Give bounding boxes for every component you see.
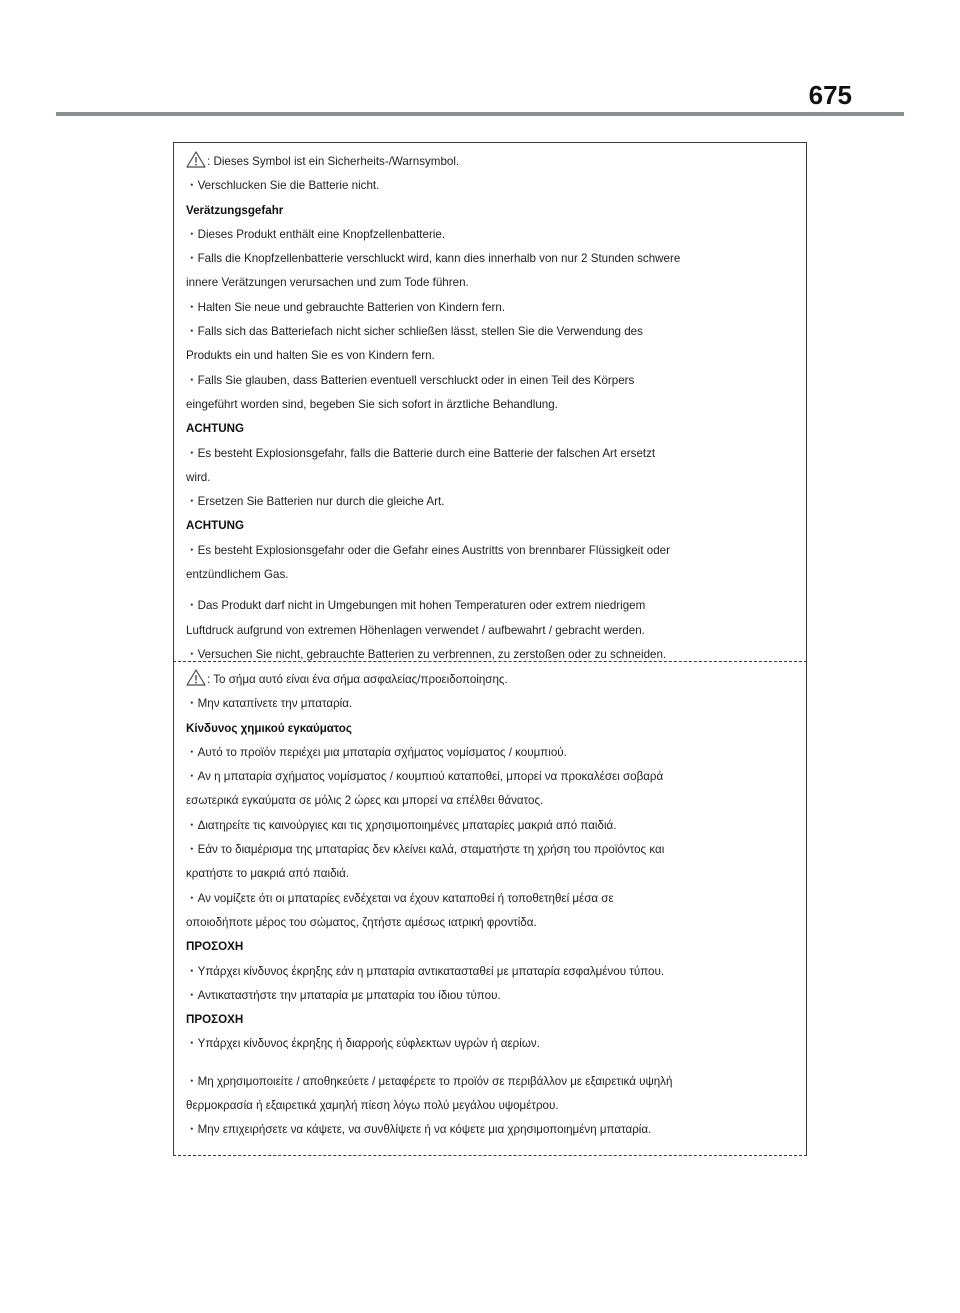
body-line: ・Αν η μπαταρία σχήματος νομίσματος / κουμπιού καταποθεί, μπορεί να προκαλέσει σοβαρά xyxy=(186,770,664,784)
body-line: ・Falls die Knopfzellenbatterie verschluckt wird, kann dies innerhalb von nur 2 Stunden schwere xyxy=(186,252,681,266)
body-line: ・Es besteht Explosionsgefahr, falls die Batterie durch eine Batterie der falschen Art ersetzt xyxy=(186,446,656,460)
body-line: ・Υπάρχει κίνδυνος έκρηξης εάν η μπαταρία αντικατασταθεί με μπαταρία εσφαλμένου τύπου. xyxy=(186,964,665,978)
body-line: οποιοδήποτε μέρος του σώματος, ζητήστε αμέσως ιατρική φροντίδα. xyxy=(186,915,537,929)
text-lines-continued xyxy=(186,1070,798,1143)
warning-box-top-border xyxy=(173,142,807,143)
body-line: ・Falls Sie glauben, dass Batterien eventuell verschluckt oder in einen Teil des Körpers xyxy=(186,373,635,387)
symbol-note-line xyxy=(186,668,798,692)
section-heading: ΠΡΟΣΟΧΗ xyxy=(186,1013,244,1027)
body-line: ・Μην επιχειρήσετε να κάψετε, να συνθλίψετε ή να κόψετε μια χρησιμοποιημένη μπαταρία. xyxy=(186,1123,652,1137)
text-lines xyxy=(186,692,798,1056)
body-line: ・Versuchen Sie nicht, gebrauchte Batterien zu verbrennen, zu zerstoßen oder zu schneiden. xyxy=(186,647,667,661)
body-line: ・Das Produkt darf nicht in Umgebungen mit hohen Temperaturen oder extrem niedrigem xyxy=(186,599,646,613)
body-line: ・Αντικαταστήστε την μπαταρία με μπαταρία του ίδιου τύπου. xyxy=(186,988,501,1002)
body-line: κρατήστε το μακριά από παιδιά. xyxy=(186,867,350,881)
body-line: entzündlichem Gas. xyxy=(186,568,289,582)
section-heading: ΠΡΟΣΟΧΗ xyxy=(186,940,244,954)
paragraph-gap xyxy=(186,587,798,594)
warning-section-greek xyxy=(186,668,798,1143)
section-heading: Κίνδυνος χημικού εγκαύματος xyxy=(186,721,352,735)
body-line: ・Αυτό το προϊόν περιέχει μια μπαταρία σχήματος νομίσματος / κουμπιού. xyxy=(186,745,567,759)
body-line: eingeführt worden sind, begeben Sie sich sofort in ärztliche Behandlung. xyxy=(186,397,558,411)
section-heading: ACHTUNG xyxy=(186,519,244,533)
paragraph-gap xyxy=(186,1057,798,1070)
symbol-note-line xyxy=(186,150,798,174)
text-lines xyxy=(186,174,798,587)
body-line: ・Μην καταπίνετε την μπαταρία. xyxy=(186,697,353,711)
body-line: ・Διατηρείτε τις καινούργιες και τις χρησιμοποιημένες μπαταρίες μακριά από παιδιά. xyxy=(186,818,617,832)
body-line: ・Dieses Produkt enthält eine Knopfzellenbatterie. xyxy=(186,227,446,241)
body-line: ・Es besteht Explosionsgefahr oder die Gefahr eines Austritts von brennbarer Flüssigkeit oder xyxy=(186,543,670,557)
symbol-note-text: : Dieses Symbol ist ein Sicherheits-/Warnsymbol. xyxy=(207,155,460,168)
section-heading: ACHTUNG xyxy=(186,422,244,436)
body-line: ・Εάν το διαμέρισμα της μπαταρίας δεν κλείνει καλά, σταματήστε τη χρήση του προϊόντος και xyxy=(186,843,665,857)
body-line: ・Falls sich das Batteriefach nicht sicher schließen lässt, stellen Sie die Verwendung des xyxy=(186,325,643,339)
body-line: εσωτερικά εγκαύματα σε μόλις 2 ώρες και μπορεί να επέλθει θάνατος. xyxy=(186,794,544,808)
body-line: wird. xyxy=(186,470,211,484)
page-number: 675 xyxy=(808,80,852,110)
warning-box-bottom-border xyxy=(173,1155,807,1156)
body-line: ・Αν νομίζετε ότι οι μπαταρίες ενδέχεται να έχουν καταποθεί ή τοποθετηθεί μέσα σε xyxy=(186,891,614,905)
body-line: innere Verätzungen verursachen und zum Tode führen. xyxy=(186,276,469,290)
body-line: ・Ersetzen Sie Batterien nur durch die gleiche Art. xyxy=(186,495,445,509)
body-line: ・Verschlucken Sie die Batterie nicht. xyxy=(186,179,380,193)
body-line: Produkts ein und halten Sie es von Kindern fern. xyxy=(186,349,435,363)
body-line: ・Υπάρχει κίνδυνος έκρηξης ή διαρροής εύφλεκτων υγρών ή αερίων. xyxy=(186,1037,540,1051)
body-line: ・Halten Sie neue und gebrauchte Batterien von Kindern fern. xyxy=(186,300,506,314)
warning-triangle-icon xyxy=(186,669,206,686)
body-line: θερμοκρασία ή εξαιρετικά χαμηλή πίεση λόγω πολύ μεγάλου υψομέτρου. xyxy=(186,1099,559,1113)
text-lines-continued xyxy=(186,594,798,667)
section-heading: Verätzungsgefahr xyxy=(186,203,284,217)
body-line: ・Μη χρησιμοποιείτε / αποθηκεύετε / μεταφέρετε το προϊόν σε περιβάλλον με εξαιρετικά υψηλή xyxy=(186,1074,673,1088)
body-line: Luftdruck aufgrund von extremen Höhenlagen verwendet / aufbewahrt / gebracht werden. xyxy=(186,623,645,637)
header-rule xyxy=(56,112,904,116)
warning-section-german xyxy=(186,150,798,667)
symbol-note-text: : Το σήμα αυτό είναι ένα σήμα ασφαλείας/προειδοποίησης. xyxy=(207,673,508,686)
warning-triangle-icon xyxy=(186,151,206,168)
